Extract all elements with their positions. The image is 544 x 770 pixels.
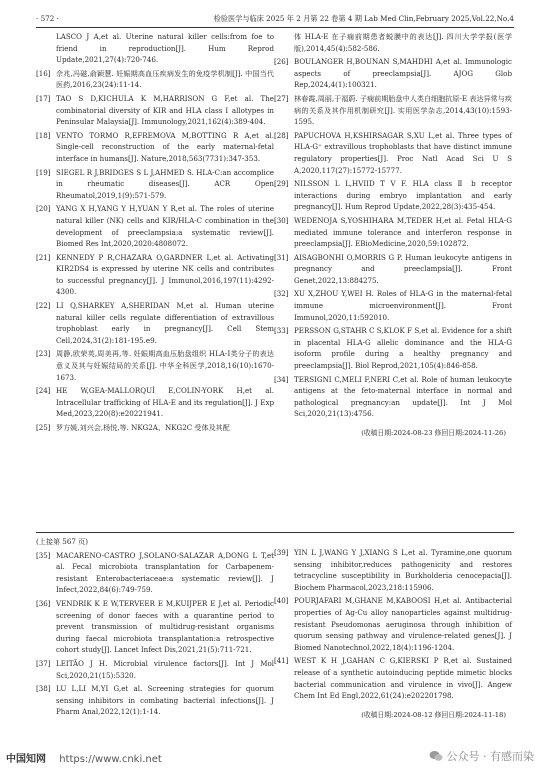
ref-continuation: 体 HLA-E 在子痫前期患者蜕膜中的表达[J]. 四川大学学报(医学版),2014,45(4):582-586.	[294, 32, 512, 53]
reference-item	[274, 215, 512, 250]
reference-item	[274, 374, 512, 420]
reference-number: [33]	[274, 326, 289, 336]
wechat-account: 公众号 · 有感而染	[446, 750, 534, 763]
cnki-brand: 中国知网	[6, 754, 46, 765]
reference-number: [23]	[36, 349, 51, 359]
reference-text: PAPUCHOVA H,KSHIRSAGAR S,XU L,et al. Three types of HLA-G⁺ extravillous trophoblasts that have distinct immune regulatory properties[J]. Proc Natl Acad Sci U S A,2020,117(27):15772-15777.	[294, 130, 512, 175]
page-number: · 572 ·	[36, 14, 59, 23]
reference-number: [37]	[36, 658, 51, 668]
header-rule	[36, 27, 514, 28]
reference-item	[36, 68, 274, 91]
bottom-right-column	[274, 547, 512, 721]
reference-item	[274, 56, 512, 91]
top-left-column	[36, 31, 274, 436]
reference-number: [31]	[274, 252, 289, 262]
reference-text: NILSSON L L,HVIID T V F. HLA class Ⅱ b receptor interactions during embryo implantation and early pregnancy[J]. Hum Reprod Update,2022,28(3):435-454.	[294, 179, 512, 212]
reference-text: TERSIGNI C,MELI F,NERI C,et al. Role of human leukocyte antigens at the feto-maternal interface in normal and pathological pregnancy:an update[J]. Int J Mol Sci,2020,21(13):4756.	[294, 374, 512, 419]
received-dates: (收稿日期:2024-08-23 修回日期:2024-11-26)	[361, 429, 506, 437]
received-dates: (收稿日期:2024-08-12 修回日期:2024-11-18)	[361, 710, 506, 719]
reference-item	[36, 93, 274, 128]
reference-item	[36, 167, 274, 202]
reference-item	[36, 252, 274, 298]
wechat-icon	[429, 750, 443, 762]
reference-number: [21]	[36, 252, 51, 262]
reference-number: [20]	[36, 204, 51, 214]
reference-text: YANG X H,YANG Y H,YUAN Y R,et al. The roles of uterine natural killer (NK) cells and KIR/HLA-C combination in the development of preeclampsia:a systematic review[J]. Biomed Res Int,2020,2020:4808072.	[56, 204, 274, 249]
reference-text: LI Q,SHARKEY A,SHERIDAN M,et al. Human uterine natural killer cells regulate differentiation of extravillous trophoblast early in pregnancy[J]. Cell Stem Cell,2024,31(2):181-195.e9.	[56, 301, 274, 345]
reference-number: [26]	[274, 57, 289, 67]
reference-item	[274, 252, 512, 287]
reference-item	[274, 93, 512, 128]
reference-list	[274, 547, 512, 702]
reference-number: [41]	[274, 656, 289, 666]
reference-list	[274, 56, 512, 420]
reference-list	[36, 68, 274, 434]
reference-item	[36, 550, 274, 596]
reference-text: 林春霞,周丽,于福蔚. 子痫前期胎盘中人类白细胞抗原-E 表达异常与疾病的关系及其作用机制研究[J]. 实用医学杂志,2014,43(10):1593-1595.	[294, 93, 512, 127]
reference-item	[274, 288, 512, 323]
reference-number: [40]	[274, 596, 289, 606]
reference-number: [39]	[274, 548, 289, 557]
reference-number: [19]	[36, 167, 51, 177]
reference-number: [17]	[36, 93, 51, 103]
reference-number: [24]	[36, 386, 51, 396]
bottom-left-column	[36, 536, 274, 720]
reference-text: VENDRIK K E W,TERVEER E M,KUIJPER E J,et al. Periodic screening of donor faeces with a quarantine period to prevent transmission of multidrug-resistant organisms during faecal microbiota transplantation:a retrospective cohort study[J]. Lancet Infect Dis,2021,21(5):711-721.	[56, 598, 274, 655]
reference-text: AISAGBONHI O,MORRIS G P. Human leukocyte antigens in pregnancy and preeclampsia[J]. Front Genet,2022,13:884275.	[294, 252, 512, 285]
running-header	[36, 12, 514, 26]
reference-text: 佘兆,冯磁,俞颖慧. 妊娠期高血压疾病发生的免疫学机制[J]. 中国当代医药,2016,23(24):11-14.	[56, 68, 274, 90]
top-right-column	[274, 31, 512, 440]
continued-from-label: (上接第 567 页)	[36, 537, 88, 546]
reference-item	[36, 598, 274, 656]
reference-text: YIN L J,WANG Y J,XIANG S L,et al. Tyramine,one quorum sensing inhibitor,reduces pathogenicity and restores tetracycline susceptibility in Burkholderia cenocepacia[J]. Biochem Pharmacol,2023,218:115906.	[294, 548, 512, 592]
reference-number: [34]	[274, 374, 289, 384]
reference-number: [25]	[36, 423, 51, 432]
reference-number: [28]	[274, 130, 289, 140]
reference-text: KENNEDY P R,CHAZARA O,GARDNER L,et al. Activating KIR2DS4 is expressed by uterine NK cells and contributes to successful pregnancy[J]. J Immunol,2016,197(11):4292-4300.	[56, 252, 274, 297]
reference-item	[36, 203, 274, 249]
reference-item	[36, 422, 274, 434]
reference-text: BOULANGER H,BOUNAN S,MAHDHI A,et al. Immunologic aspects of preeclampsia[J]. AJOG Glob Rep,2024,4(1):100321.	[294, 57, 512, 90]
reference-number: [22]	[36, 301, 51, 311]
reference-text: HE W,GEA-MALLORQUÍ E,COLIN-YORK H,et al. Intracellular trafficking of HLA-E and its regulation[J]. J Exp Med,2023,220(8):e20221941.	[56, 386, 274, 419]
cnki-watermark	[6, 750, 162, 765]
reference-item	[274, 547, 512, 593]
wechat-watermark	[429, 748, 535, 764]
reference-number: [36]	[36, 598, 51, 608]
reference-item	[36, 658, 274, 681]
reference-item	[274, 595, 512, 653]
watermark-footer	[0, 744, 544, 770]
reference-item	[274, 655, 512, 701]
section-divider	[36, 532, 514, 533]
reference-text: PERSSON G,STAHR C S,KLOK F S,et al. Evidence for a shift in placental HLA-G allelic dominance and the HLA-G isoform profile during a healthy pregnancy and preeclampsia[J]. Biol Reprod,2021,105(4):846-858.	[294, 326, 512, 371]
reference-text: MACARENO-CASTRO J,SOLANO-SALAZAR A,DONG L T,et al. Fecal microbiota transplantation for Carbapenem-resistant Enterobacteriaceae:a systematic review[J]. J Infect,2022,84(6):749-759.	[56, 550, 274, 595]
reference-list	[36, 550, 274, 718]
reference-number: [35]	[36, 550, 51, 560]
reference-item	[274, 178, 512, 213]
cnki-url: https://www.cnki.net	[59, 754, 162, 765]
journal-citation: 检验医学与临床 2025 年 2 月第 22 卷第 4 期 Lab Med Clin,February 2025,Vol.22,No.4	[213, 14, 514, 23]
reference-number: [18]	[36, 130, 51, 140]
reference-text: LU L,LI M,YI G,et al. Screening strategies for quorum sensing inhibitors in combating bacterial infections[J]. J Pharm Anal,2022,12(1):1-14.	[56, 684, 274, 717]
reference-text: 罗方媛,刘兴会,杨悦,等. NKG2A、NKG2C 受体及其配	[56, 423, 230, 432]
reference-number: [29]	[274, 179, 289, 189]
reference-text: POURJAFARI M,GHANE M,KABOOSI H,et al. Antibacterial properties of Ag-Cu alloy nanoparticles against multidrug-resistant Pseudomonas aeruginosa through inhibition of quorum sensing pathway and virulence-related genes[J]. J Biomed Nanotechnol,2022,18(4):1196-1204.	[294, 596, 512, 652]
reference-text: SIEGEL R J,BRIDGES S L J,AHMED S. HLA-C:an accomplice in rheumatic diseases[J]. ACR Open Rheumatol,2019,1(9):571-579.	[56, 167, 274, 200]
reference-text: LEITÃO J H. Microbial virulence factors[J]. Int J Mol Sci,2020,21(15):5320.	[56, 658, 274, 680]
reference-text: XU X,ZHOU Y,WEI H. Roles of HLA-G in the maternal-fetal immune microenvironment[J]. Front Immunol,2020,11:592010.	[294, 289, 512, 322]
ref-continuation: LASCO J A,et al. Uterine natural killer cells:from foe to friend in reproduction[J]. Hum Reprod Update,2021,27(4):720-746.	[56, 32, 274, 65]
reference-number: [30]	[274, 215, 289, 225]
reference-text: VENTO TORMO R,EFREMOVA M,BOTTING R A,et al. Single-cell reconstruction of the early maternal-fetal interface in humans[J]. Nature,2018,563(7731):347-353.	[56, 130, 274, 163]
reference-number: [27]	[274, 93, 289, 103]
reference-text: WEST K H J,GAHAN C G,KIERSKI P R,et al. Sustained release of a synthetic autoinducing peptide mimetic blocks bacterial communication and virulence in vivo[J]. Angew Chem Int Ed Engl,2022,61(24):e202201798.	[294, 656, 512, 701]
reference-item	[274, 130, 512, 176]
reference-text: 周静,欧荣英,周美再,等. 妊娠期高血压胎盘组织 HLA-Ⅰ类分子的表达意义及其与妊娠结局的关系[J]. 中华全科医学,2018,16(10):1670-1673.	[56, 349, 274, 382]
reference-item	[274, 325, 512, 371]
reference-number: [16]	[36, 68, 51, 78]
reference-item	[36, 385, 274, 420]
reference-item	[36, 683, 274, 718]
reference-item	[36, 300, 274, 346]
reference-item	[36, 130, 274, 165]
reference-number: [32]	[274, 289, 289, 299]
reference-number: [38]	[36, 684, 51, 694]
reference-text: TAO S D,KICHULA K M,HARRISON G F,et al. The combinatorial diversity of KIR and HLA class Ⅰ allotypes in Peninsular Malaysia[J]. Immunology,2021,162(4):389-404.	[56, 93, 274, 127]
reference-text: WEDENOJA S,YOSHIHARA M,TEDER H,et al. Fetal HLA-G mediated immune tolerance and interferon response in preeclampsia[J]. EBioMedicine,2020,59:102872.	[294, 215, 512, 249]
reference-item	[36, 348, 274, 383]
